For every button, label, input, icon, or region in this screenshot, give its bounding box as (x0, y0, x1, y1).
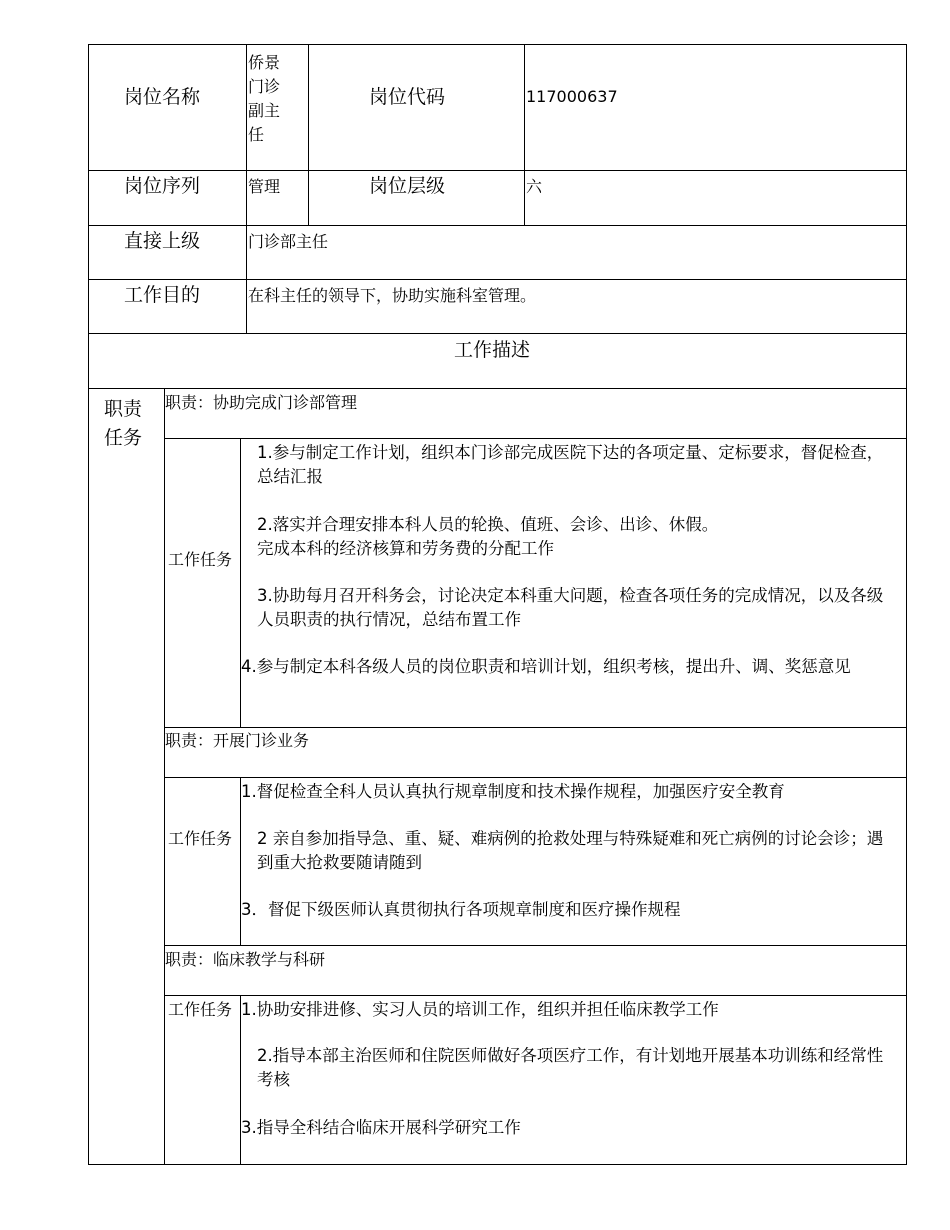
row-divider (164, 777, 907, 778)
post-level-value: 六 (526, 177, 543, 196)
column-divider (240, 438, 241, 727)
duties-label: 职责任务 (104, 398, 143, 449)
duty-title: 职责：开展门诊业务 (165, 731, 310, 750)
row-divider (88, 333, 907, 334)
row-divider (164, 995, 907, 996)
task-item: 2 亲自参加指导急、重、疑、难病例的抢救处理与特殊疑难和死亡病例的讨论会诊；遇到重大抢救要随请随到 (257, 829, 884, 872)
task-item: 1.督促检查全科人员认真执行规章制度和技术操作规程，加强医疗安全教育 (241, 782, 785, 801)
superior-label: 直接上级 (124, 230, 201, 252)
post-series-value: 管理 (248, 177, 281, 196)
task-label: 工作任务 (168, 550, 233, 569)
row-divider (88, 225, 907, 226)
duty-title: 职责：协助完成门诊部管理 (165, 393, 358, 412)
row-divider (164, 438, 907, 439)
duty-title: 职责：临床教学与科研 (165, 950, 326, 969)
column-divider (308, 44, 309, 225)
superior-value: 门诊部主任 (248, 232, 329, 251)
post-code-value: 117000637 (526, 87, 618, 106)
row-divider (164, 945, 907, 946)
task-item: 完成本科的经济核算和劳务费的分配工作 (257, 539, 554, 558)
task-item: 2.落实并合理安排本科人员的轮换、值班、会诊、出诊、休假。 (257, 515, 719, 534)
task-item: 1.协助安排进修、实习人员的培训工作，组织并担任临床教学工作 (241, 1000, 719, 1019)
post-name-label: 岗位名称 (124, 86, 201, 108)
task-label: 工作任务 (168, 1000, 233, 1019)
post-name-value: 侨景门诊副主任 (248, 53, 281, 144)
description-title: 工作描述 (454, 339, 531, 361)
purpose-value: 在科主任的领导下，协助实施科室管理。 (248, 286, 537, 305)
column-divider (164, 388, 165, 1165)
column-divider (524, 44, 525, 225)
task-item: 3．督促下级医师认真贯彻执行各项规章制度和医疗操作规程 (241, 900, 681, 919)
row-divider (88, 170, 907, 171)
post-series-label: 岗位序列 (124, 175, 201, 197)
purpose-label: 工作目的 (124, 284, 201, 306)
task-item: 1.参与制定工作计划，组织本门诊部完成医院下达的各项定量、定标要求，督促检查，总结汇报 (257, 443, 884, 486)
task-item: 3.指导全科结合临床开展科学研究工作 (241, 1118, 521, 1137)
task-item: 4.参与制定本科各级人员的岗位职责和培训计划，组织考核，提出升、调、奖惩意见 (241, 657, 851, 676)
task-label: 工作任务 (168, 829, 233, 848)
task-item: 2.指导本部主治医师和住院医师做好各项医疗工作，有计划地开展基本功训练和经常性考核 (257, 1046, 884, 1089)
row-divider (164, 727, 907, 728)
post-code-label: 岗位代码 (369, 86, 446, 108)
post-level-label: 岗位层级 (369, 175, 446, 197)
row-divider (88, 279, 907, 280)
column-divider (246, 44, 247, 334)
row-divider (88, 388, 907, 389)
task-item: 3.协助每月召开科务会，讨论决定本科重大问题，检查各项任务的完成情况，以及各级人员职责的执行情况，总结布置工作 (257, 586, 884, 629)
